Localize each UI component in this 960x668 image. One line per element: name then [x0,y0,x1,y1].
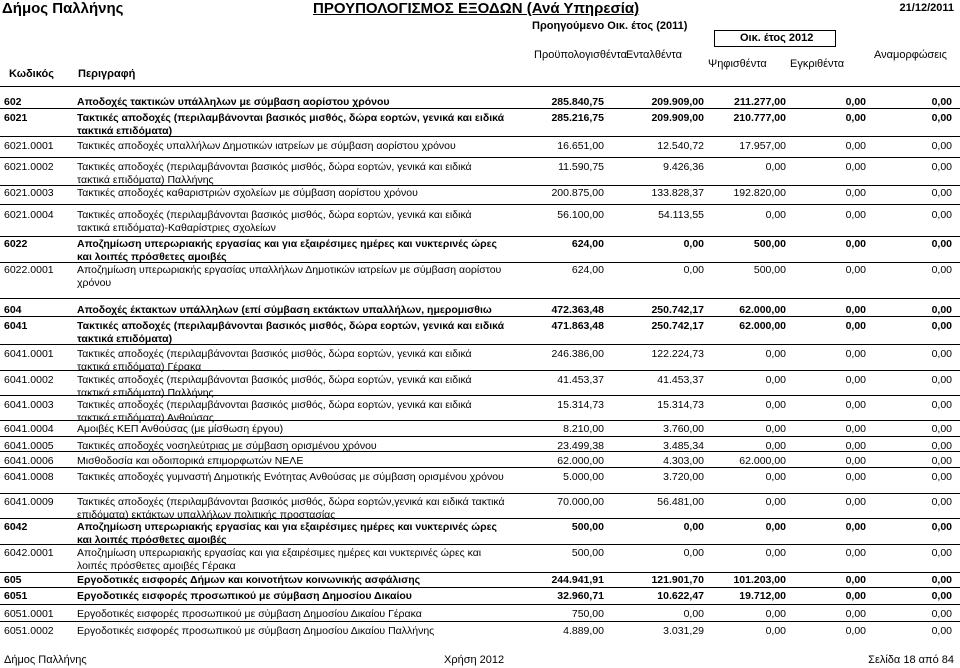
row-code: 6051.0002 [4,625,54,637]
row-budgeted: 244.941,91 [551,574,604,586]
row-ordered: 3.031,29 [663,625,704,637]
row-ordered: 0,00 [683,547,704,559]
row-approved: 0,00 [845,96,866,108]
row-approved: 0,00 [845,209,866,221]
row-approved: 0,00 [845,187,866,199]
row-approved: 0,00 [845,440,866,452]
prev-year-header: Προηγούμενο Οικ. έτος (2011) [532,20,688,32]
row-revisions: 0,00 [931,348,952,360]
row-divider [0,518,960,519]
row-budgeted: 285.840,75 [551,96,604,108]
row-voted: 101.203,00 [733,574,786,586]
row-approved: 0,00 [845,304,866,316]
row-divider [0,316,960,317]
row-revisions: 0,00 [931,440,952,452]
row-revisions: 0,00 [931,496,952,508]
row-code: 6022.0001 [4,264,54,276]
row-approved: 0,00 [845,547,866,559]
row-divider [0,493,960,494]
org-name: Δήμος Παλλήνης [2,0,124,17]
row-description: Αποζημίωση υπερωριακής εργασίας και για εξαιρέσιμες ημέρες και νυκτερινές ώρες και λοιπές πρόσθετες αμοιβές [77,521,498,546]
row-description: Εργοδοτικές εισφορές προσωπικού με σύμβαση Δημοσίου Δικαίου Γέρακα [77,608,422,620]
row-code: 6021.0004 [4,209,54,221]
row-budgeted: 8.210,00 [563,423,604,435]
row-description: Τακτικές αποδοχές (περιλαμβάνονται βασικός μισθός, δώρα εορτών, γενικά και ειδικά τακτικά επιδόματα) Γέρακα [77,348,472,373]
row-code: 6041.0006 [4,455,54,467]
row-revisions: 0,00 [931,423,952,435]
row-description: Τακτικές αποδοχές (περιλαμβάνονται βασικός μισθός, δώρα εορτών, γενικά και ειδικά τακτικά επιδόματα) [77,112,505,137]
row-budgeted: 624,00 [571,264,604,276]
row-voted: 0,00 [765,471,786,483]
row-description: Αποδοχές έκτακτων υπάλληλων (επί σύμβαση εκτάκτων υπαλλήλων, ημερομισθιω [77,304,492,316]
row-code: 6042.0001 [4,547,54,559]
row-description: Τακτικές αποδοχές γυμναστή Δημοτικής Ενότητας Ανθούσας με σύμβαση ορισμένου χρόνου [77,471,504,483]
row-budgeted: 32.960,71 [557,590,604,602]
row-description: Αμοιβές ΚΕΠ Ανθούσας (με μίσθωση έργου) [77,423,284,435]
row-code: 6042 [4,521,28,533]
row-budgeted: 15.314,73 [557,399,604,411]
row-divider [0,344,960,345]
row-ordered: 4.303,00 [663,455,704,467]
row-divider [0,621,960,622]
row-code: 6041.0003 [4,399,54,411]
row-voted: 0,00 [765,348,786,360]
row-revisions: 0,00 [931,304,952,316]
row-divider [0,204,960,205]
row-code: 6041.0005 [4,440,54,452]
header-divider [0,86,960,87]
row-code: 6041.0008 [4,471,54,483]
row-voted: 211.277,00 [734,96,786,108]
row-approved: 0,00 [845,496,866,508]
row-revisions: 0,00 [931,547,952,559]
row-approved: 0,00 [845,348,866,360]
row-approved: 0,00 [845,625,866,637]
row-divider [0,108,960,109]
row-budgeted: 70.000,00 [557,496,604,508]
row-approved: 0,00 [845,399,866,411]
row-approved: 0,00 [845,608,866,620]
row-revisions: 0,00 [931,590,952,602]
row-budgeted: 16.651,00 [557,140,604,152]
row-ordered: 56.481,00 [657,496,704,508]
row-revisions: 0,00 [931,574,952,586]
row-ordered: 54.113,55 [658,209,704,221]
row-code: 6021.0001 [4,140,54,152]
row-approved: 0,00 [845,320,866,332]
row-divider [0,395,960,396]
row-description: Μισθοδοσία και οδοιπορικά επιμορφωτών ΝΕΛΕ [77,455,304,467]
row-budgeted: 11.590,75 [558,161,604,173]
row-approved: 0,00 [845,140,866,152]
row-ordered: 10.622,47 [657,590,704,602]
row-code: 6041.0004 [4,423,54,435]
row-budgeted: 62.000,00 [557,455,604,467]
row-approved: 0,00 [845,455,866,467]
row-code: 6041.0002 [4,374,54,386]
row-revisions: 0,00 [931,625,952,637]
row-code: 6041.0009 [4,496,54,508]
row-divider [0,136,960,137]
row-code: 604 [4,304,22,316]
cur-year-header: Οικ. έτος 2012 [740,32,814,44]
row-ordered: 250.742,17 [651,320,704,332]
row-budgeted: 500,00 [571,547,604,559]
row-code: 6041.0001 [4,348,54,360]
row-revisions: 0,00 [931,521,952,533]
row-revisions: 0,00 [931,608,952,620]
row-ordered: 3.760,00 [663,423,704,435]
row-code: 602 [4,96,22,108]
row-ordered: 133.828,37 [651,187,704,199]
col-code-header: Κωδικός [9,68,54,80]
row-budgeted: 624,00 [571,238,604,250]
row-ordered: 12.540,72 [657,140,704,152]
row-voted: 17.957,00 [739,140,786,152]
row-voted: 210.777,00 [733,112,786,124]
row-budgeted: 285.216,75 [551,112,604,124]
footer-year: Χρήση 2012 [444,654,505,666]
row-voted: 0,00 [765,547,786,559]
row-description: Αποζημίωση υπερωριακής εργασίας και για εξαιρέσιμες ημέρες και νυκτερινές ώρες και λοιπές πρόσθετες αμοιβές Γέρακα [77,547,482,572]
row-voted: 0,00 [765,209,786,221]
row-description: Τακτικές αποδοχές (περιλαμβάνονται βασικός μισθός, δώρα εορτών, γενικά και ειδικά τακτικά επιδόματα) Ανθούσας [77,399,472,424]
row-ordered: 209.909,00 [651,112,704,124]
row-budgeted: 750,00 [571,608,604,620]
col-voted-header: Ψηφισθέντα [708,58,767,70]
row-ordered: 0,00 [683,264,704,276]
row-description: Εργοδοτικές εισφορές προσωπικού με σύμβαση Δημοσίου Δικαίου [77,590,412,602]
row-budgeted: 472.363,48 [551,304,604,316]
row-revisions: 0,00 [931,399,952,411]
row-approved: 0,00 [845,521,866,533]
row-budgeted: 200.875,00 [551,187,604,199]
row-revisions: 0,00 [931,471,952,483]
row-description: Τακτικές αποδοχές (περιλαμβάνονται βασικός μισθός, δώρα εορτών,γενικά και ειδικά τακτικά επιδόματα) εκτάκτων υπαλλήλων πολιτικής προστασίας [77,496,505,521]
row-ordered: 0,00 [683,521,704,533]
row-description: Τακτικές αποδοχές υπαλλήλων Δημοτικών ιατρείων με σύμβαση αορίστου χρόνου [77,140,456,152]
row-voted: 19.712,00 [739,590,786,602]
row-ordered: 121.901,70 [651,574,704,586]
row-budgeted: 23.499,38 [557,440,604,452]
footer-page: Σελίδα 18 από 84 [868,654,954,666]
row-approved: 0,00 [845,238,866,250]
row-divider [0,185,960,186]
row-budgeted: 4.889,00 [563,625,604,637]
row-divider [0,451,960,452]
row-divider [0,572,960,573]
row-revisions: 0,00 [931,455,952,467]
row-ordered: 9.426,36 [663,161,704,173]
row-voted: 0,00 [765,521,786,533]
row-description: Τακτικές αποδοχές (περιλαμβάνονται βασικός μισθός, δώρα εορτών, γενικά και ειδικά τακτικά επιδόματα) Παλλήνης [77,374,472,399]
row-divider [0,236,960,237]
col-budgeted-header: Προϋπολογισθέντα [534,49,627,61]
row-code: 6021 [4,112,28,124]
row-code: 6021.0003 [4,187,54,199]
row-approved: 0,00 [845,161,866,173]
row-divider [0,370,960,371]
row-voted: 0,00 [765,161,786,173]
row-ordered: 0,00 [683,608,704,620]
row-divider [0,262,960,263]
row-code: 6022 [4,238,28,250]
row-voted: 500,00 [753,238,786,250]
row-revisions: 0,00 [931,264,952,276]
row-voted: 0,00 [765,374,786,386]
row-approved: 0,00 [845,574,866,586]
row-code: 605 [4,574,22,586]
col-ordered-header: Ενταλθέντα [626,49,682,61]
row-revisions: 0,00 [931,374,952,386]
row-approved: 0,00 [845,590,866,602]
row-divider [0,587,960,588]
row-approved: 0,00 [845,471,866,483]
row-revisions: 0,00 [931,238,952,250]
row-description: Αποζημίωση υπερωριακής εργασίας και για εξαιρέσιμες ημέρες και νυκτερινές ώρες και λοιπές πρόσθετες αμοιβές [77,238,498,263]
row-divider [0,157,960,158]
row-budgeted: 41.453,37 [557,374,604,386]
row-budgeted: 246.386,00 [551,348,604,360]
row-divider [0,467,960,468]
row-ordered: 122.224,73 [651,348,704,360]
row-ordered: 41.453,37 [657,374,704,386]
row-description: Εργοδοτικές εισφορές προσωπικού με σύμβαση Δημοσίου Δικαίου Παλλήνης [77,625,435,637]
row-approved: 0,00 [845,374,866,386]
row-code: 6041 [4,320,28,332]
row-revisions: 0,00 [931,112,952,124]
row-budgeted: 500,00 [571,521,604,533]
page-title: ΠΡΟΥΠΟΛΟΓΙΣΜΟΣ ΕΞΟΔΩΝ (Ανά Υπηρεσία) [313,0,640,17]
row-description: Τακτικές αποδοχές νοσηλεύτριας με σύμβαση ορισμένου χρόνου [77,440,377,452]
row-budgeted: 471.863,48 [551,320,604,332]
row-revisions: 0,00 [931,161,952,173]
row-ordered: 15.314,73 [657,399,704,411]
row-description: Τακτικές αποδοχές καθαριστριών σχολείων με σύμβαση αορίστου χρόνου [77,187,418,199]
footer-org: Δήμος Παλλήνης [4,654,87,666]
row-divider [0,436,960,437]
row-description: Τακτικές αποδοχές (περιλαμβάνονται βασικός μισθός, δώρα εορτών, γενικά και ειδικά τακτικά επιδόματα) Παλλήνης [77,161,472,186]
row-ordered: 0,00 [683,238,704,250]
col-desc-header: Περιγραφή [78,68,136,80]
row-revisions: 0,00 [931,209,952,221]
row-voted: 0,00 [765,608,786,620]
row-voted: 500,00 [753,264,786,276]
row-approved: 0,00 [845,423,866,435]
row-ordered: 3.720,00 [663,471,704,483]
row-voted: 62.000,00 [739,455,786,467]
row-voted: 192.820,00 [733,187,786,199]
row-budgeted: 56.100,00 [557,209,604,221]
row-revisions: 0,00 [931,140,952,152]
row-code: 6051 [4,590,28,602]
row-voted: 0,00 [765,423,786,435]
row-revisions: 0,00 [931,187,952,199]
row-description: Αποδοχές τακτικών υπάλληλων με σύμβαση αορίστου χρόνου [77,96,390,108]
col-revisions-header: Αναμορφώσεις [874,49,947,61]
row-description: Αποζημίωση υπερωριακής εργασίας υπαλλήλων Δημοτικών ιατρείων με σύμβαση αορίστου χρόνου [77,264,502,289]
row-divider [0,420,960,421]
row-divider [0,604,960,605]
col-approved-header: Εγκριθέντα [790,58,845,70]
row-description: Τακτικές αποδοχές (περιλαμβάνονται βασικός μισθός, δώρα εορτών, γενικά και ειδικά τακτικά επιδόματα) [77,320,505,345]
report-date: 21/12/2011 [899,2,954,14]
row-voted: 0,00 [765,496,786,508]
row-code: 6021.0002 [4,161,54,173]
row-voted: 62.000,00 [739,304,786,316]
row-description: Εργοδοτικές εισφορές Δήμων και κοινοτήτων κοινωνικής ασφάλισης [77,574,421,586]
row-ordered: 3.485,34 [663,440,704,452]
row-revisions: 0,00 [931,320,952,332]
row-approved: 0,00 [845,112,866,124]
row-voted: 0,00 [765,625,786,637]
row-divider [0,544,960,545]
section-divider [0,298,960,299]
row-ordered: 209.909,00 [651,96,704,108]
row-ordered: 250.742,17 [651,304,704,316]
row-budgeted: 5.000,00 [563,471,604,483]
row-voted: 0,00 [765,440,786,452]
row-description: Τακτικές αποδοχές (περιλαμβάνονται βασικός μισθός, δώρα εορτών, γενικά και ειδικά τακτικά επιδόματα)-Καθαρίστριες σχολείων [77,209,472,234]
row-voted: 0,00 [765,399,786,411]
row-approved: 0,00 [845,264,866,276]
row-voted: 62.000,00 [739,320,786,332]
row-code: 6051.0001 [4,608,54,620]
row-revisions: 0,00 [931,96,952,108]
